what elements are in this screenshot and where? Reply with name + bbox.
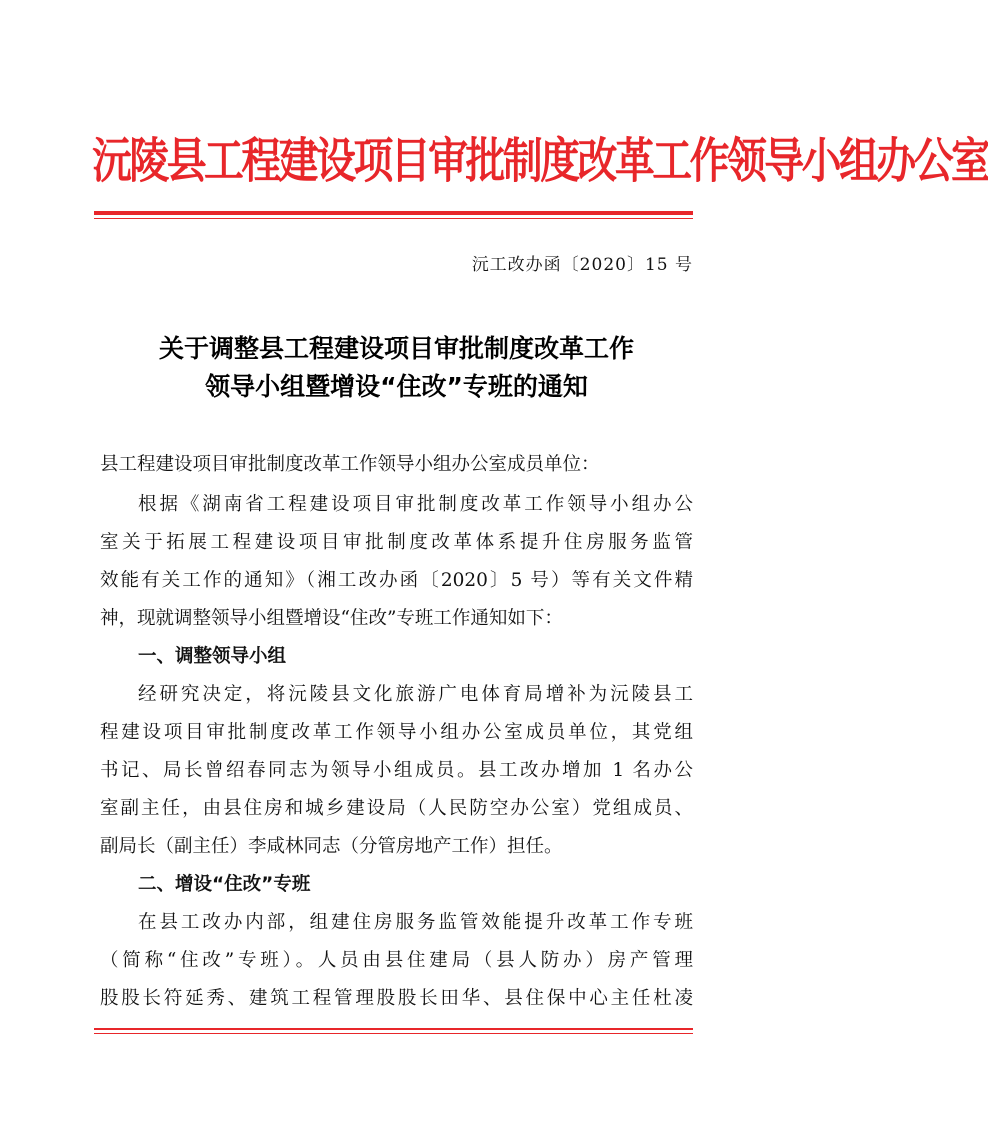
intro-line: 根据《湖南省工程建设项目审批制度改革工作领导小组办公: [138, 494, 693, 515]
section1-line: 书记、局长曾绍春同志为领导小组成员。县工改办增加 1 名办公: [100, 760, 693, 781]
document-number: 沅工改办函〔2020〕15 号: [471, 255, 693, 275]
footer-rule-thin: [94, 1033, 693, 1034]
section1-line: 室副主任，由县住房和城乡建设局（人民防空办公室）党组成员、: [100, 798, 693, 819]
section-heading-1: 一、调整领导小组: [138, 646, 287, 667]
salutation: 县工程建设项目审批制度改革工作领导小组办公室成员单位：: [100, 454, 600, 475]
section-heading-2: 二、增设“住改”专班: [138, 874, 311, 895]
intro-line: 神，现就调整领导小组暨增设“住改”专班工作通知如下：: [100, 608, 563, 629]
section2-line: （简称“住改”专班）。人员由县住建局（县人防办）房产管理: [100, 950, 693, 971]
document-title-line-1: 关于调整县工程建设项目审批制度改革工作: [158, 334, 634, 363]
intro-line: 室关于拓展工程建设项目审批制度改革体系提升住房服务监管: [100, 532, 693, 553]
letterhead-rule-thick: [94, 211, 693, 215]
section1-line: 副局长（副主任）李咸林同志（分管房地产工作）担任。: [100, 836, 563, 857]
footer-rule-thick: [94, 1028, 693, 1030]
org-letterhead-title: 沅陵县工程建设项目审批制度改革工作领导小组办公室: [92, 133, 988, 189]
document-title: [94, 330, 699, 406]
intro-line: 效能有关工作的通知》（湘工改办函〔2020〕5 号）等有关文件精: [100, 570, 693, 591]
section2-line: 股股长符延秀、建筑工程管理股股长田华、县住保中心主任杜凌: [100, 988, 693, 1009]
section2-line: 在县工改办内部，组建住房服务监管效能提升改革工作专班: [138, 912, 693, 933]
letterhead-rule-thin: [94, 218, 693, 219]
section1-line: 程建设项目审批制度改革工作领导小组办公室成员单位，其党组: [100, 722, 693, 743]
section1-line: 经研究决定，将沅陵县文化旅游广电体育局增补为沅陵县工: [138, 684, 693, 705]
document-title-line-2: 领导小组暨增设“住改”专班的通知: [205, 372, 588, 401]
